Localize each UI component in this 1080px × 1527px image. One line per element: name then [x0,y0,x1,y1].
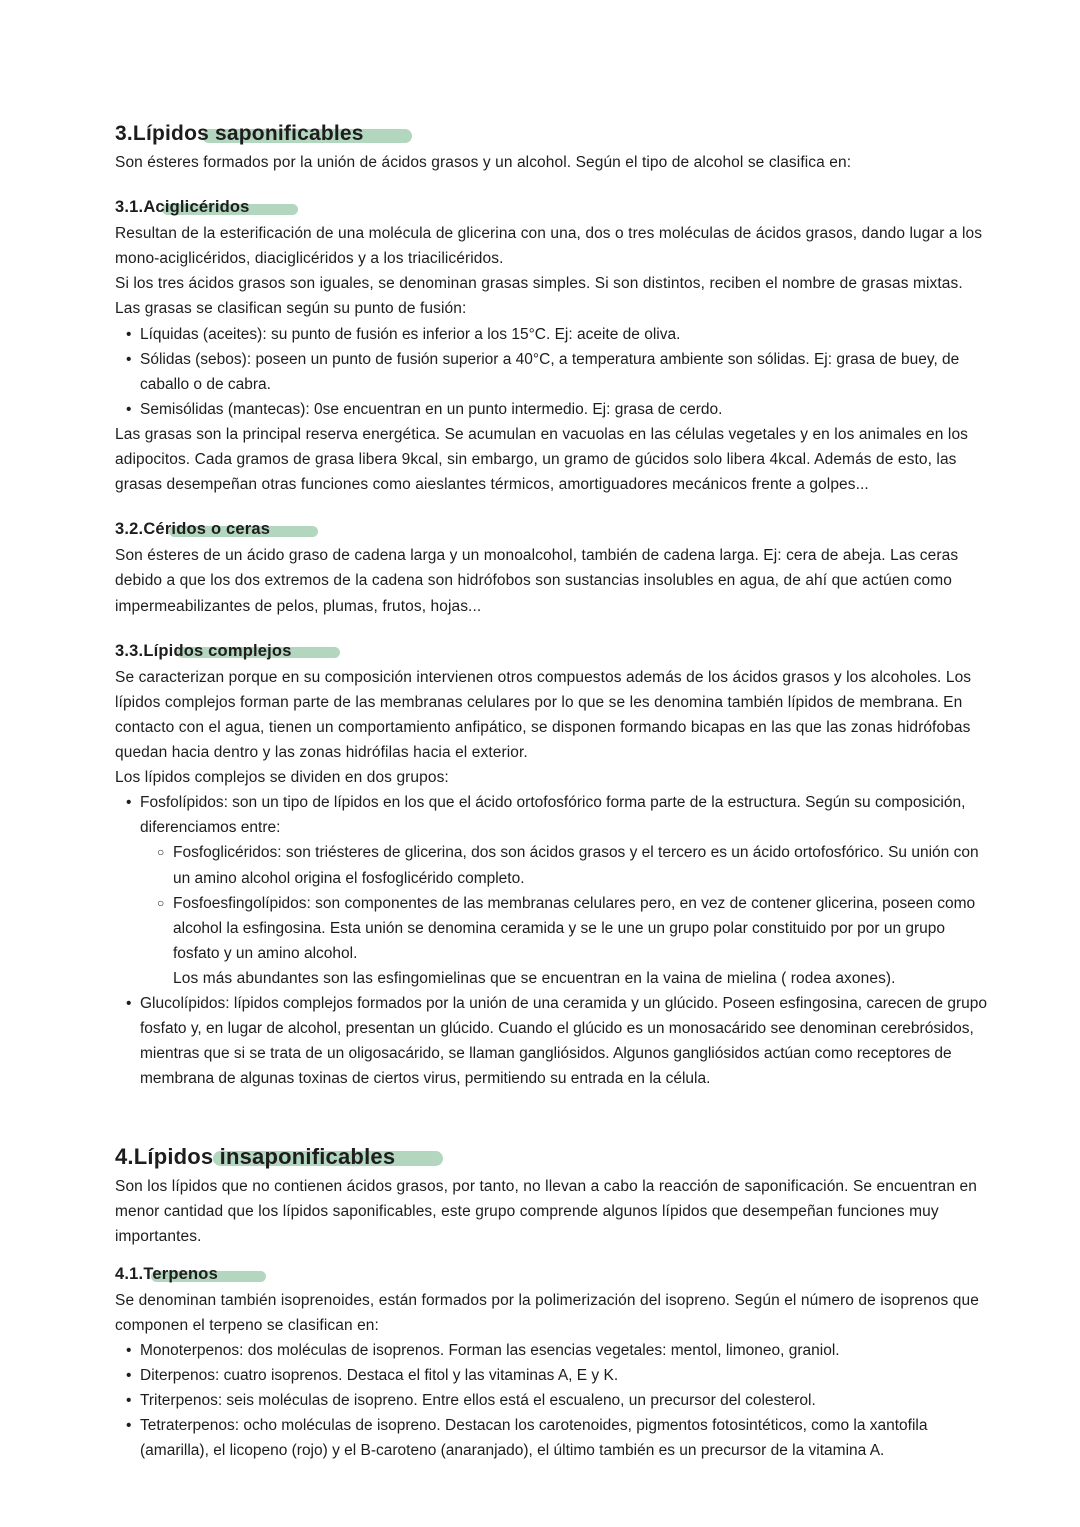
paragraph: Los lípidos complejos se dividen en dos grupos: [115,769,449,787]
list-item-text: Líquidas (aceites): su punto de fusión es inferior a los 15°C. Ej: aceite de oliva. [140,325,681,343]
bullet-dot-icon: • [126,1367,132,1385]
bullet-dot-icon: • [126,400,132,418]
paragraph: Las grasas son la principal reserva energética. Se acumulan en vacuolas en las células vegetales y en los animales en los adipocitos. Cada gramos de grasa libera 9kcal, sin embargo, un gramo de gúcidos solo libera 4kcal. Además de esto, las grasas desempeñan otras funciones como aieslantes térmicos, amortiguadores mecánicos frente a golpes... [115,425,969,494]
section-3-title: 3.Lípidos saponificables [115,122,364,145]
section-ceridos [115,520,988,618]
list-item [115,347,988,397]
paragraph: Las grasas se clasifican según su punto de fusión: [115,300,467,318]
section-3-3-heading [115,642,988,661]
bullet-dot-icon: • [126,1342,132,1360]
list-item-text: Sólidas (sebos): poseen un punto de fusión superior a 40°C, a temperatura ambiente son sólidas. Ej: grasa de buey, de caballo o de cabra. [140,350,960,393]
section-lipidos-saponificables [115,122,988,175]
section-terpenos [115,1265,988,1464]
list-item [115,1388,988,1413]
list-item-text: Semisólidas (mantecas): 0se encuentran en un punto intermedio. Ej: grasa de cerdo. [140,400,723,418]
list-item-text: Monoterpenos: dos moléculas de isoprenos. Forman las esencias vegetales: mentol, limoneo, graniol. [140,1342,840,1360]
sub-list-item-text: Fosfoglicéridos: son triésteres de glicerina, dos son ácidos grasos y el tercero es un ácido ortofosfórico. Su unión con un amino alcohol origina el fosfoglicérido completo. [173,844,979,887]
section-4-1-heading [115,1265,988,1284]
sub-list-item [115,840,988,890]
section-acigliceridos [115,198,988,497]
section-4-heading [115,1144,988,1170]
sub-list-item-text: Fosfoesfingolípidos: son componentes de las membranas celulares pero, en vez de contener glicerina, poseen como alcohol la esfingosina. Esta unión se denomina ceramida y se le une un grupo polar constituido por por un grupo fosfato y un amino alcohol. [173,894,976,962]
bullet-dot-icon: • [126,1392,132,1410]
paragraph: Resultan de la esterificación de una molécula de glicerina con una, dos o tres moléculas de ácidos grasos, dando lugar a los mono-aciglicéridos, diaciglicéridos y a los triacilicéridos. [115,225,983,268]
section-3-2-heading [115,520,988,539]
bullet-circle-icon: ○ [157,845,165,860]
list-item-text: Tetraterpenos: ocho moléculas de isopreno. Destacan los carotenoides, pigmentos fotosintéticos, como la xantofila (amarilla), el licopeno (rojo) y el B-caroteno (anaranjado), el último también es un precursor de la vitamina A. [140,1417,928,1460]
section-3-3-title: 3.3.Lípidos complejos [115,641,292,660]
section-4-intro: Son los lípidos que no contienen ácidos grasos, por tanto, no llevan a cabo la reacción de saponificación. Se encuentran en menor cantidad que los lípidos saponificables, este grupo comprende algunos lípidos que desempeñan funciones muy importantes. [115,1177,977,1245]
list-item [115,1338,988,1363]
list-item [115,397,988,422]
section-4-1-title: 4.1.Terpenos [115,1264,218,1283]
bullet-dot-icon: • [126,1417,132,1435]
paragraph: Se denominan también isoprenoides, están formados por la polimerización del isopreno. Según el número de isoprenos que componen el terpeno se clasifican en: [115,1291,979,1334]
paragraph: Si los tres ácidos grasos son iguales, se denominan grasas simples. Si son distintos, reciben el nombre de grasas mixtas. [115,275,963,293]
list-item-text: Triterpenos: seis moléculas de isopreno. Entre ellos está el escualeno, un precursor del colesterol. [140,1392,816,1410]
bullet-dot-icon: • [126,995,132,1013]
bullet-circle-icon: ○ [157,895,165,910]
paragraph: Se caracterizan porque en su composición intervienen otros compuestos además de los ácidos grasos y los alcoholes. Los lípidos complejos forman parte de las membranas celulares por lo que se les denomina también lípidos de membrana. En contacto con el agua, tienen un comportamiento anfipático, se disponen formando bicapas en las que las zonas hidrófobas quedan hacia dentro y las zonas hidrófilas hacia el exterior. [115,668,972,761]
note-paragraph: Los más abundantes son las esfingomielinas que se encuentran en la vaina de mielina ( rodea axones). [173,969,896,987]
bullet-dot-icon: • [126,350,132,368]
list-item-text: Fosfolípidos: son un tipo de lípidos en los que el ácido ortofosfórico forma parte de la estructura. Según su composición, diferenciamos entre: [140,794,966,837]
paragraph: Son ésteres de un ácido graso de cadena larga y un monoalcohol, también de cadena larga. Ej: cera de abeja. Las ceras debido a que los dos extremos de la cadena son hidrófobos son sustancias insolubles en agua, de ahí que actúen como impermeabilizantes de pelos, plumas, frutos, hojas... [115,547,959,615]
list-item-text: Glucolípidos: lípidos complejos formados por la unión de una ceramida y un glúcido. Poseen esfingosina, carecen de grupo fosfato y, en lugar de alcohol, presentan un glúcido. Cuando el glúcido es un monosacárido see denominan cerebrósidos, mientras que si se trata de un oligosacárido, se llaman gangliósidos. Algunos gangliósidos actúan como receptores de membrana de algunas toxinas de ciertos virus, permitiendo su entrada en la célula. [140,995,987,1088]
section-3-1-heading [115,198,988,217]
list-item [115,1413,988,1463]
section-4-title: 4.Lípidos insaponificables [115,1143,396,1169]
list-item [115,1363,988,1388]
section-3-2-title: 3.2.Céridos o ceras [115,520,271,539]
section-3-intro: Son ésteres formados por la unión de ácidos grasos y un alcohol. Según el tipo de alcohol se clasifica en: [115,154,852,171]
section-lipidos-complejos [115,642,988,1092]
list-item [115,991,988,1091]
sub-list-item [115,891,988,966]
section-3-heading [115,122,988,146]
bullet-dot-icon: • [126,794,132,812]
section-3-1-title: 3.1.Aciglicéridos [115,198,250,217]
list-item [115,322,988,347]
bullet-dot-icon: • [126,325,132,343]
list-item [115,790,988,840]
section-lipidos-insaponificables [115,1144,988,1249]
list-item-text: Diterpenos: cuatro isoprenos. Destaca el fitol y las vitaminas A, E y K. [140,1367,619,1385]
